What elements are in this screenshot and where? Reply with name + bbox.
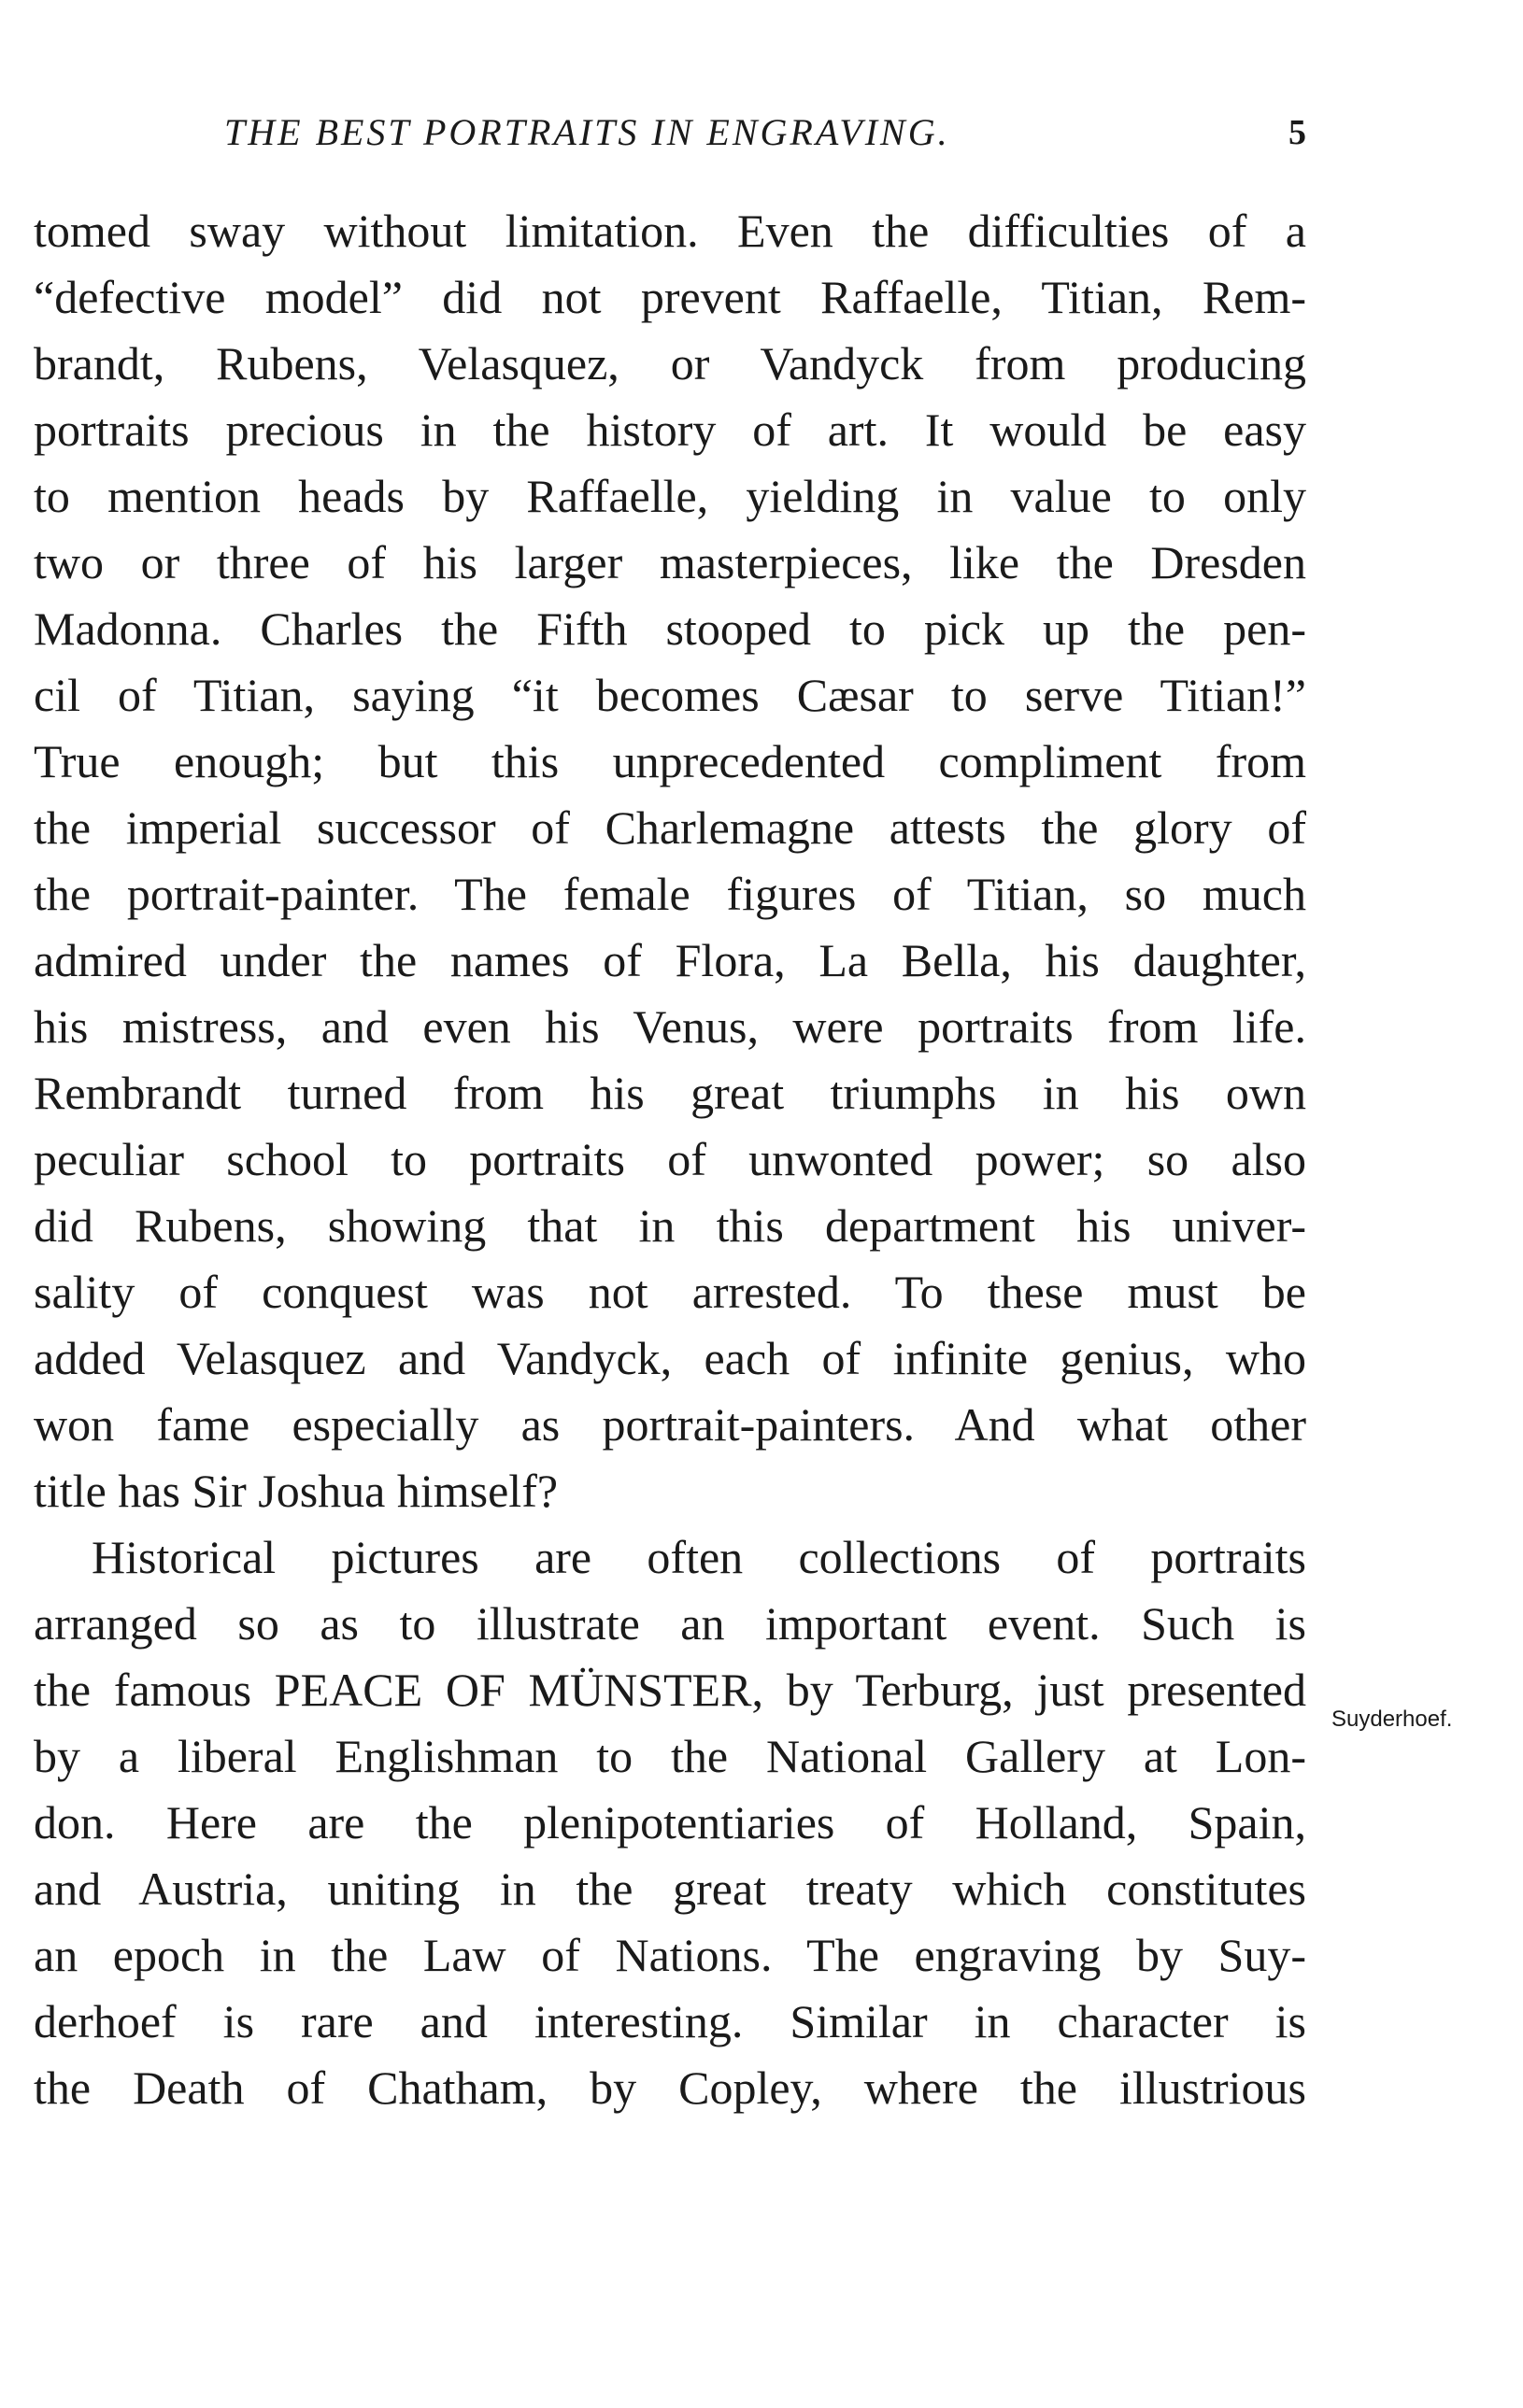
text-line: sality of conquest was not arrested. To these must be [34, 1266, 1306, 1318]
body-text [34, 198, 1306, 2121]
text-line: True enough; but this unprecedented compliment from [34, 735, 1306, 787]
paragraph-end-line: title has Sir Joshua himself? [34, 1465, 559, 1517]
text-line: peculiar school to portraits of unwonted power; so also [34, 1133, 1306, 1185]
running-title: THE BEST PORTRAITS IN ENGRAVING. [224, 111, 950, 153]
text-line: cil of Titian, saying “it becomes Cæsar to serve Titian!” [34, 669, 1306, 721]
text-line: did Rubens, showing that in this department his univer- [34, 1199, 1306, 1252]
page-number: 5 [1288, 113, 1306, 152]
text-line: his mistress, and even his Venus, were portraits from life. [34, 1000, 1306, 1053]
text-line: admired under the names of Flora, La Bella, his daughter, [34, 934, 1306, 986]
running-header [34, 110, 1306, 166]
margin-note: Suyderhoef. [1331, 1707, 1453, 1732]
text-line: Rembrandt turned from his great triumphs in his own [34, 1067, 1306, 1119]
text-line: arranged so as to illustrate an important event. Such is [34, 1597, 1306, 1650]
text-line: brandt, Rubens, Velasquez, or Vandyck from producing [34, 337, 1306, 390]
text-line: an epoch in the Law of Nations. The engraving by Suy- [34, 1929, 1306, 1981]
text-line: portraits precious in the history of art. It would be easy [34, 404, 1306, 456]
text-line: the famous PEACE OF MÜNSTER, by Terburg, just presented [34, 1664, 1306, 1716]
text-line: the imperial successor of Charlemagne attests the glory of [34, 801, 1306, 854]
text-line: won fame especially as portrait-painters. And what other [34, 1398, 1306, 1451]
text-line: tomed sway without limitation. Even the difficulties of a [34, 205, 1306, 257]
text-line: don. Here are the plenipotentiaries of Holland, Spain, [34, 1796, 1306, 1848]
text-line: Madonna. Charles the Fifth stooped to pick up the pen- [34, 602, 1306, 655]
text-line: and Austria, uniting in the great treaty which constitutes [34, 1863, 1306, 1915]
paragraph-start-line: Historical pictures are often collections of portraits [92, 1531, 1306, 1583]
text-line: by a liberal Englishman to the National Gallery at Lon- [34, 1730, 1306, 1782]
text-line: to mention heads by Raffaelle, yielding in value to only [34, 470, 1306, 522]
text-line: added Velasquez and Vandyck, each of infinite genius, who [34, 1332, 1306, 1384]
text-line: “defective model” did not prevent Raffaelle, Titian, Rem- [34, 271, 1306, 323]
text-line: derhoef is rare and interesting. Similar in character is [34, 1995, 1306, 2047]
text-line: the portrait-painter. The female figures of Titian, so much [34, 868, 1306, 920]
text-line: two or three of his larger masterpieces, like the Dresden [34, 536, 1306, 588]
text-line: the Death of Chatham, by Copley, where the illustrious [34, 2061, 1306, 2114]
